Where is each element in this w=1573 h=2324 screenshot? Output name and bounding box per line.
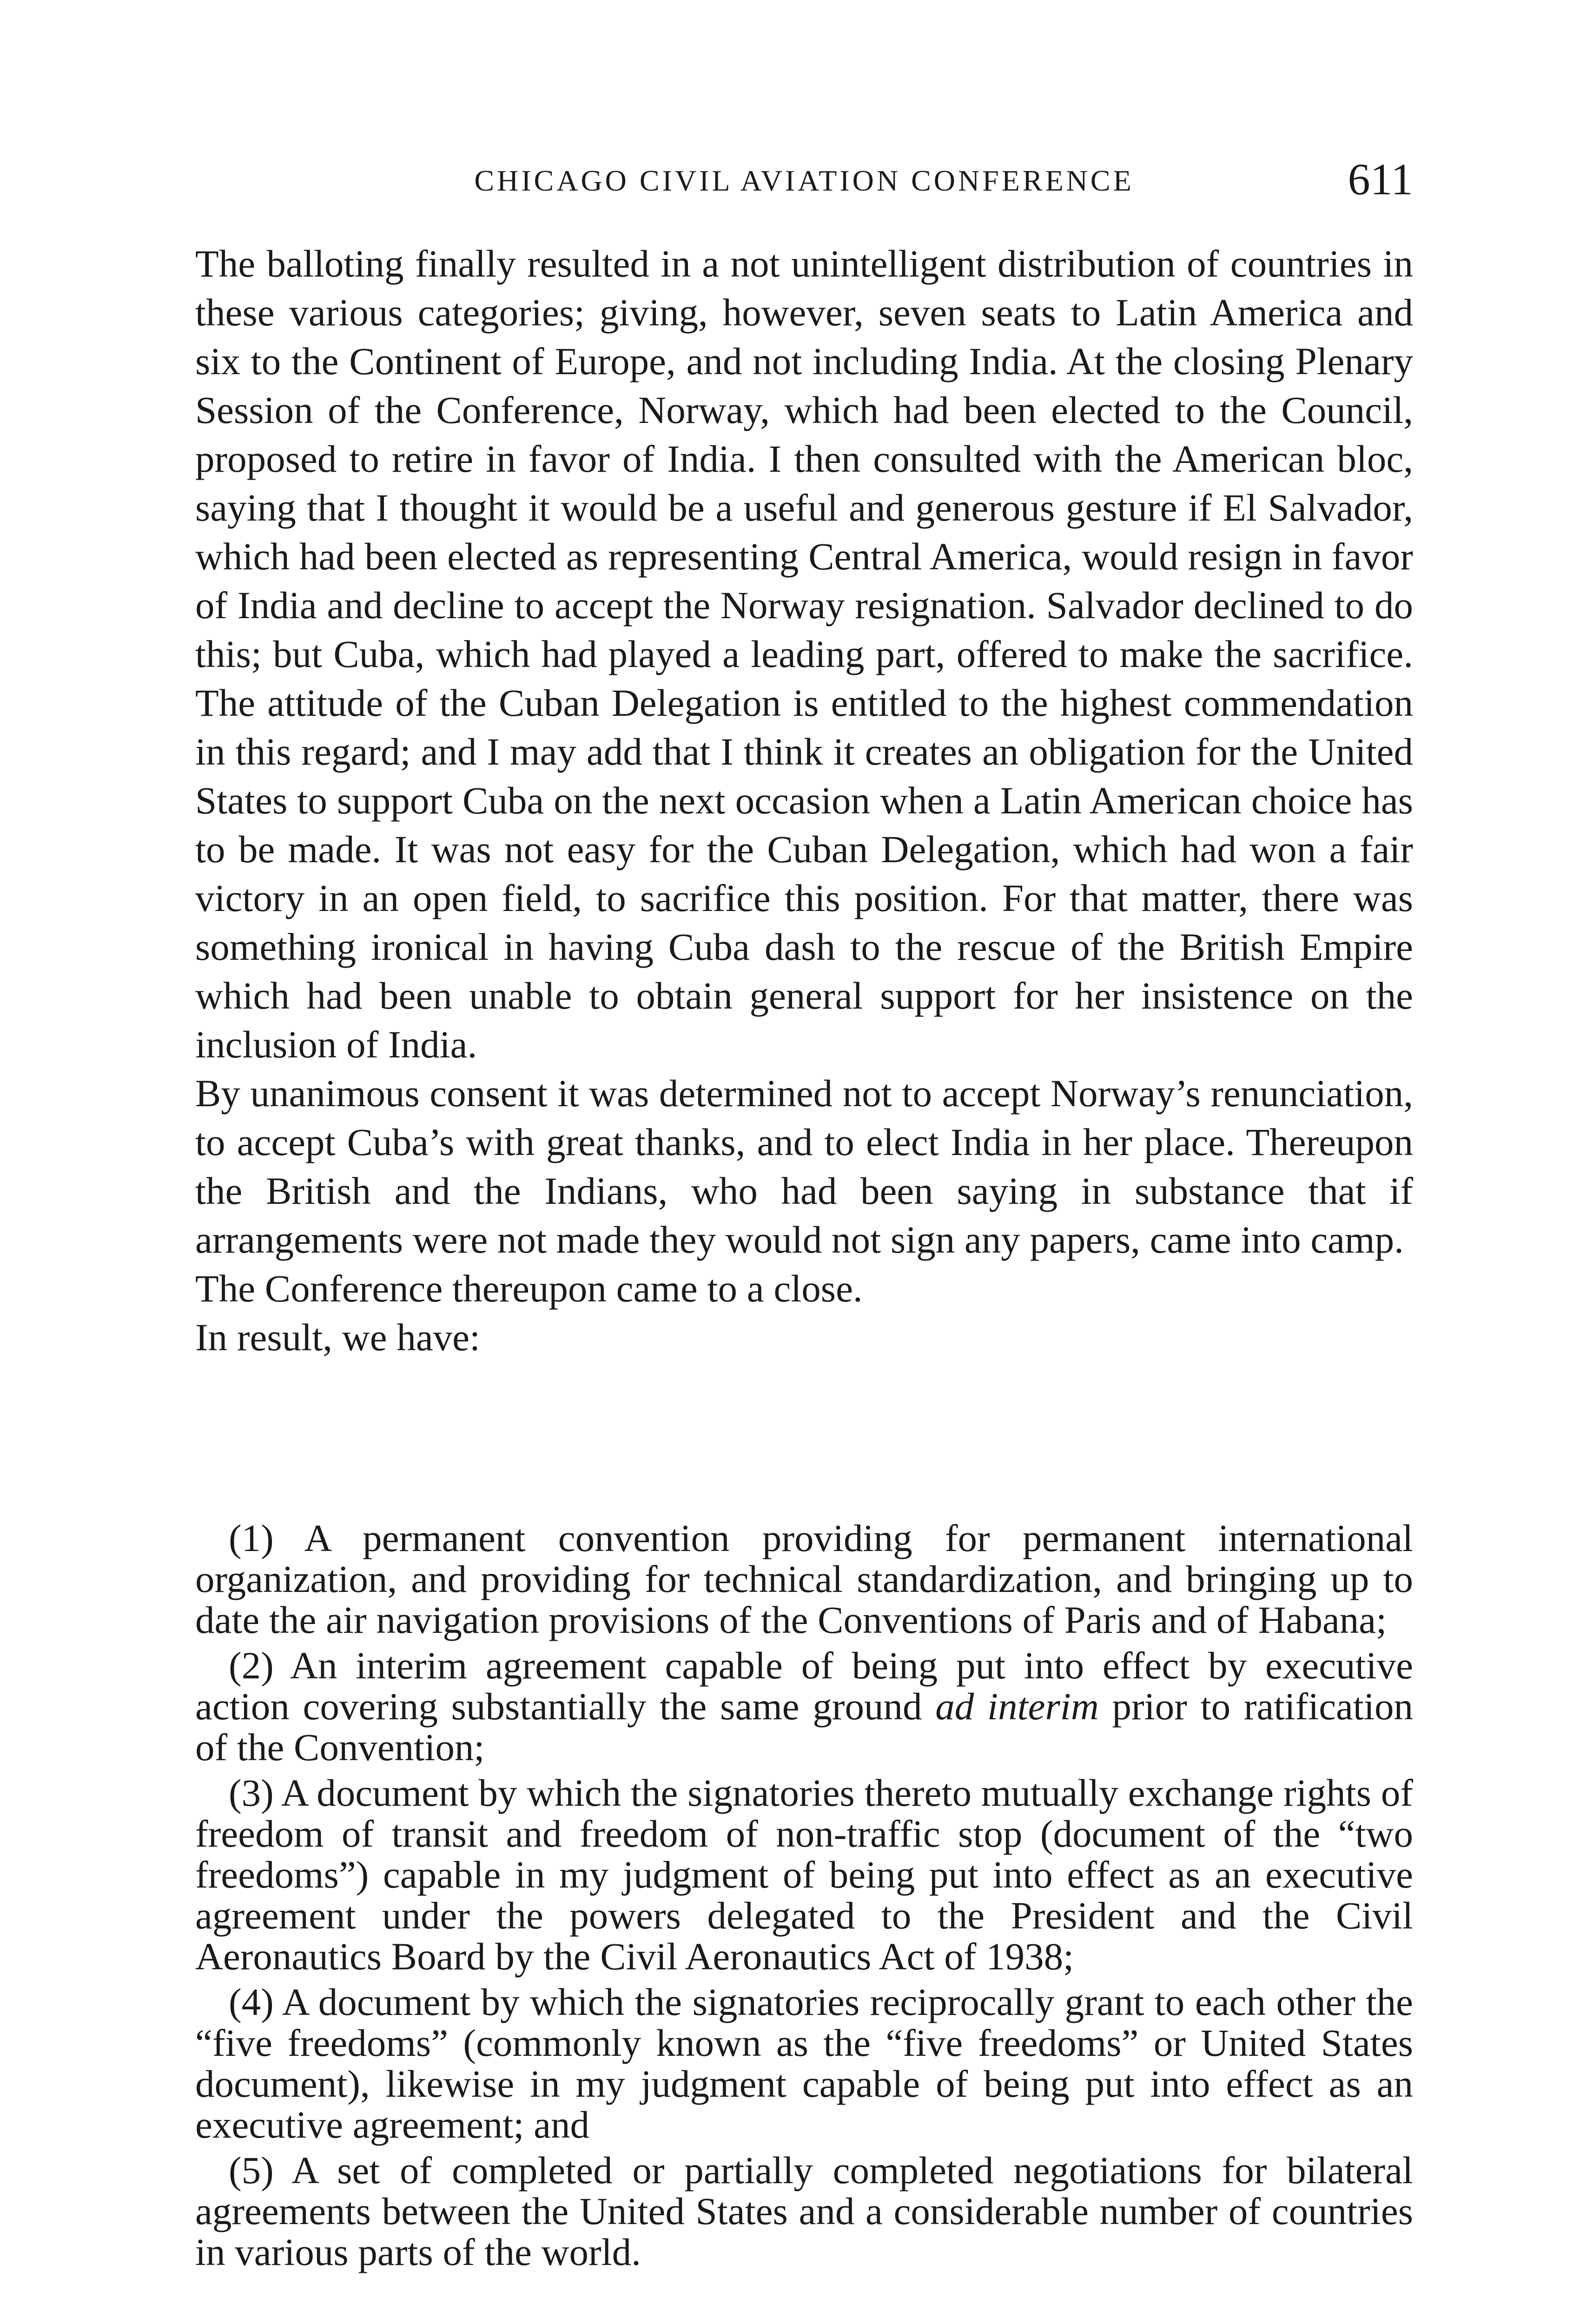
result-text: An interim agreement capable of being put into effect by executive action covering substantially the same ground <box>195 1644 1414 1728</box>
result-number: (3) <box>229 1771 274 1814</box>
result-item <box>195 1772 1413 1977</box>
result-text: A set of completed or partially completed negotiations for bilateral agreements between the United States and a considerable number of countries in various parts of the world. <box>195 2149 1413 2273</box>
body-text <box>195 239 1413 1362</box>
result-text: A document by which the signatories thereto mutually exchange rights of freedom of transit and freedom of non-traffic stop (document of the “two freedoms”) capable in my judgment of being put into effect as an executive agreement under the powers delegated to the President and the Civil Aeronautics Board by the Civil Aeronautics Act of 1938; <box>195 1771 1413 1978</box>
result-italic-phrase: ad interim <box>935 1685 1099 1728</box>
result-item <box>195 2150 1413 2272</box>
result-text: A permanent convention providing for permanent international organization, and providing for technical standardization, and bringing up to date the air navigation provisions of the Conventions of Paris and of Habana; <box>195 1517 1413 1641</box>
paragraph-balloting: The balloting finally resulted in a not unintelligent distribution of countries in these various categories; giving, however, seven seats to Latin America and six to the Continent of Europe, and not including India. At the closing Plenary Session of the Conference, Norway, which had been elected to the Council, proposed to retire in favor of India. I then consulted with the American bloc, saying that I thought it would be a useful and generous gesture if El Salvador, which had been elected as representing Central America, would resign in favor of India and decline to accept the Norway resignation. Salvador declined to do this; but Cuba, which had played a leading part, offered to make the sacrifice. The attitude of the Cuban Delegation is entitled to the highest commendation in this regard; and I may add that I think it creates an obligation for the United States to support Cuba on the next occasion when a Latin American choice has to be made. It was not easy for the Cuban Delegation, which had won a fair victory in an open field, to sacrifice this position. For that matter, there was something ironical in having Cuba dash to the rescue of the British Empire which had been unable to obtain general support for her insistence on the inclusion of India. <box>195 242 1413 1066</box>
page-number: 611 <box>1348 154 1413 204</box>
result-item <box>195 1981 1413 2145</box>
result-text: A document by which the signatories reciprocally grant to each other the “five freedoms” (commonly known as the “five freedoms” or United States document), likewise in my judgment capable of being put into effect as an executive agreement; and <box>195 1981 1413 2146</box>
result-number: (2) <box>229 1644 274 1687</box>
paragraph-unanimous-consent: By unanimous consent it was determined not to accept Norway’s renunciation, to accept Cuba’s with great thanks, and to elect India in her place. Thereupon the British and the Indians, who had been saying in substance that if arrangements were not made they would not sign any papers, came into camp. <box>195 1072 1413 1261</box>
paragraph-in-result: In result, we have: <box>195 1316 481 1359</box>
result-text-continued: prior to ratification of the Convention; <box>195 1685 1413 1769</box>
result-number: (5) <box>229 2149 274 2192</box>
result-number: (4) <box>229 1981 274 2023</box>
running-title: CHICAGO CIVIL AVIATION CONFERENCE <box>474 164 1134 197</box>
results-list <box>195 1518 1413 2277</box>
paragraph-conference-close: The Conference thereupon came to a close. <box>195 1267 863 1310</box>
running-head <box>195 153 1413 209</box>
result-number: (1) <box>229 1517 274 1559</box>
result-item <box>195 1518 1413 1640</box>
result-item <box>195 1645 1413 1768</box>
